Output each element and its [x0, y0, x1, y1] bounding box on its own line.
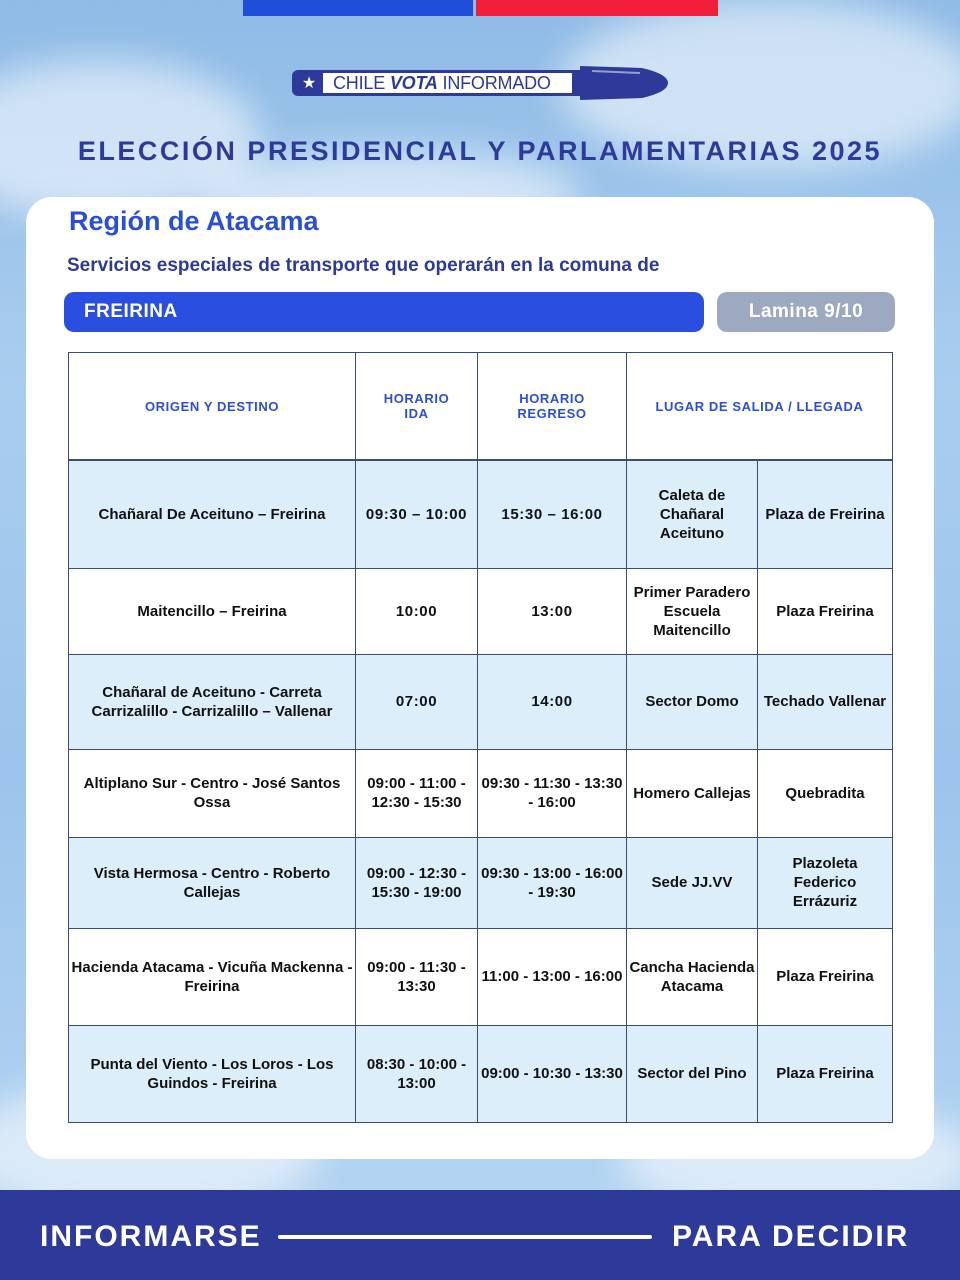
cell-origen: Maitencillo – Freirina [69, 568, 356, 654]
table-row [69, 654, 893, 749]
header-origen: ORIGEN Y DESTINO [69, 353, 356, 461]
footer-slogan-left: INFORMARSE [40, 1220, 262, 1253]
cell-regreso: 09:30 - 13:00 - 16:00 - 19:30 [478, 837, 627, 928]
subtitle: Servicios especiales de transporte que operarán en la comuna de [67, 255, 660, 276]
cell-ida: 09:00 - 12:30 - 15:30 - 19:00 [356, 837, 478, 928]
footer-banner [0, 1190, 960, 1280]
cell-llegada: Plaza Freirina [758, 928, 893, 1025]
cell-regreso: 11:00 - 13:00 - 16:00 [478, 928, 627, 1025]
cell-regreso: 15:30 – 16:00 [478, 460, 627, 568]
cell-salida: Sector Domo [627, 654, 758, 749]
cell-origen: Vista Hermosa - Centro - Roberto Callejas [69, 837, 356, 928]
comuna-bar [64, 292, 704, 332]
pencil-icon [572, 62, 672, 104]
logo-pill [292, 70, 577, 96]
header-lugar: LUGAR DE SALIDA / LLEGADA [627, 353, 893, 461]
cell-ida: 10:00 [356, 568, 478, 654]
cell-origen: Punta del Viento - Los Loros - Los Guindos - Freirina [69, 1025, 356, 1122]
lamina-badge [717, 292, 895, 332]
cell-regreso: 14:00 [478, 654, 627, 749]
header-regreso: HORARIO REGRESO [478, 353, 627, 461]
table-row [69, 928, 893, 1025]
cell-regreso: 13:00 [478, 568, 627, 654]
logo-text: CHILE VOTA INFORMADO [333, 72, 551, 93]
cell-origen: Chañaral De Aceituno – Freirina [69, 460, 356, 568]
header-ida: HORARIO IDA [356, 353, 478, 461]
cell-llegada: Quebradita [758, 749, 893, 837]
table-row [69, 568, 893, 654]
cell-salida: Caleta de Chañaral Aceituno [627, 460, 758, 568]
cell-ida: 08:30 - 10:00 - 13:00 [356, 1025, 478, 1122]
cell-ida: 09:00 - 11:00 - 12:30 - 15:30 [356, 749, 478, 837]
table-row [69, 460, 893, 568]
cell-regreso: 09:00 - 10:30 - 13:30 [478, 1025, 627, 1122]
footer-slogan-right: PARA DECIDIR [672, 1220, 910, 1253]
cell-llegada: Plaza Freirina [758, 1025, 893, 1122]
cell-llegada: Plaza Freirina [758, 568, 893, 654]
cell-salida: Homero Callejas [627, 749, 758, 837]
cell-salida: Sede JJ.VV [627, 837, 758, 928]
cell-origen: Chañaral de Aceituno - Carreta Carrizalillo - Carrizalillo – Vallenar [69, 654, 356, 749]
cell-origen: Hacienda Atacama - Vicuña Mackenna - Freirina [69, 928, 356, 1025]
table-row [69, 749, 893, 837]
flag-stripe-blue [243, 0, 473, 16]
comuna-label: FREIRINA [84, 301, 178, 322]
cell-regreso: 09:30 - 11:30 - 13:30 - 16:00 [478, 749, 627, 837]
cell-llegada: Plaza de Freirina [758, 460, 893, 568]
cell-salida: Sector del Pino [627, 1025, 758, 1122]
cell-ida: 09:00 - 11:30 - 13:30 [356, 928, 478, 1025]
cell-salida: Cancha Hacienda Atacama [627, 928, 758, 1025]
lamina-label: Lamina 9/10 [748, 301, 864, 322]
chile-vota-informado-logo [292, 62, 672, 104]
star-icon: ★ [295, 73, 323, 93]
cell-llegada: Techado Vallenar [758, 654, 893, 749]
table-row [69, 1025, 893, 1122]
page-title: ELECCIÓN PRESIDENCIAL Y PARLAMENTARIAS 2025 [77, 136, 883, 166]
cell-ida: 09:30 – 10:00 [356, 460, 478, 568]
cell-llegada: Plazoleta Federico Errázuriz [758, 837, 893, 928]
region-title: Región de Atacama [69, 206, 319, 236]
cell-origen: Altiplano Sur - Centro - José Santos Ossa [69, 749, 356, 837]
cell-salida: Primer Paradero Escuela Maitencillo [627, 568, 758, 654]
schedule-table [68, 352, 893, 1123]
flag-stripe-red [476, 0, 718, 16]
table-header-row [69, 353, 893, 461]
cell-ida: 07:00 [356, 654, 478, 749]
footer-divider-line [278, 1235, 652, 1239]
table-row [69, 837, 893, 928]
